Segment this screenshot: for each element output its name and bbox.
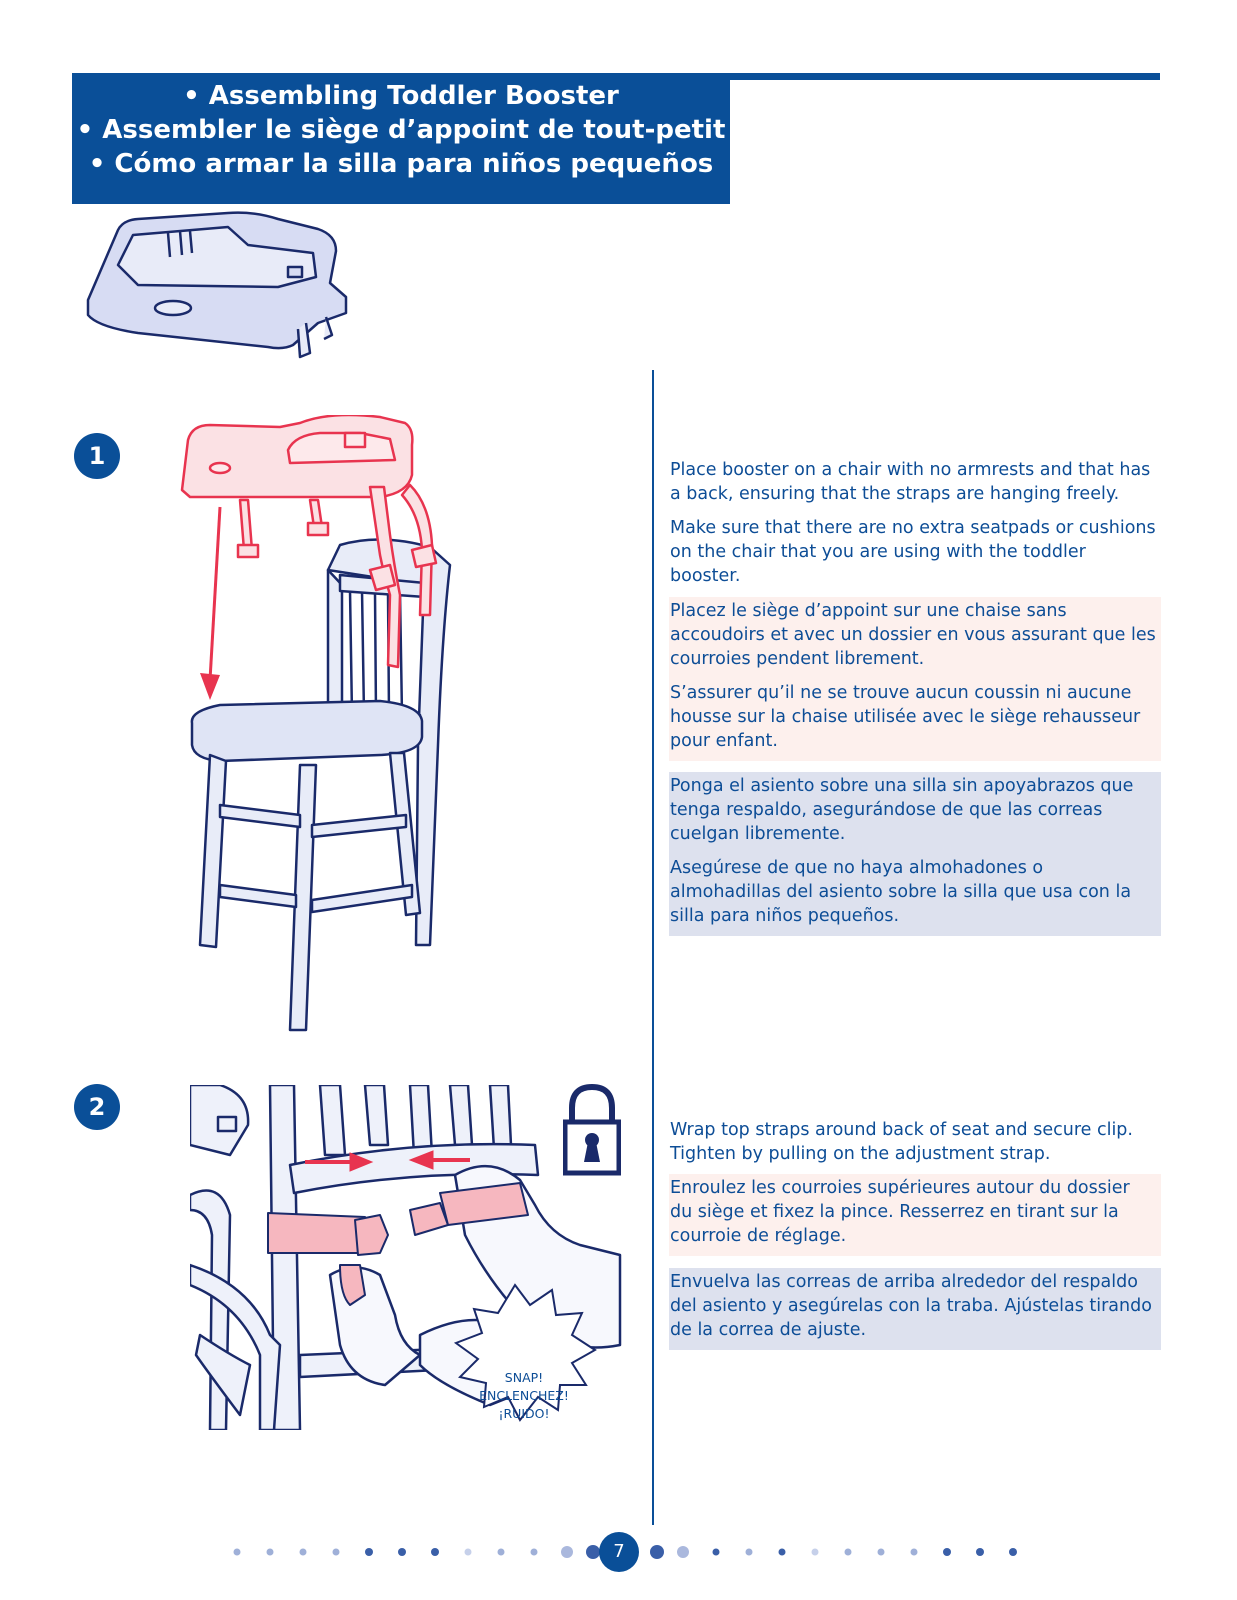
down-arrow-icon xyxy=(210,507,220,680)
step-2-spanish xyxy=(669,1268,1161,1350)
step-2-text xyxy=(669,1118,1161,1350)
lock-icon xyxy=(563,1084,621,1176)
step-1-text xyxy=(669,458,1161,936)
snap-fr: ENCLENCHEZ! xyxy=(479,1388,569,1403)
snap-es: ¡RUIDO! xyxy=(498,1406,550,1421)
step-1-en-p2: Make sure that there are no extra seatpads or cushions on the chair that you are using with the toddler booster. xyxy=(670,518,1156,586)
step-2-fr-p1: Enroulez les courroies supérieures autour du dossier du siège et fixez la pince. Resserrez en tirant sur la courroie de réglage. xyxy=(670,1178,1130,1246)
booster-seat-illustration xyxy=(78,205,358,365)
step-1-es-p1: Ponga el asiento sobre una silla sin apoyabrazos que tenga respaldo, asegurándose de que las correas cuelgan libremente. xyxy=(670,776,1134,844)
chair-with-booster-illustration xyxy=(180,415,460,1055)
title-spanish: • Cómo armar la silla para niños pequeños xyxy=(88,149,714,179)
step-2-french xyxy=(669,1174,1161,1256)
step-2-en-p1: Wrap top straps around back of seat and secure clip. Tighten by pulling on the adjustment strap. xyxy=(670,1120,1133,1164)
step-2-english xyxy=(669,1118,1161,1166)
snap-callout xyxy=(478,1369,570,1423)
step-1-number: 1 xyxy=(74,433,120,479)
header-rule xyxy=(730,73,1160,80)
page-number: 7 xyxy=(599,1532,639,1572)
step-1-es-p2: Asegúrese de que no haya almohadones o almohadillas del asiento sobre la silla que usa con la silla para niños pequeños. xyxy=(670,858,1132,926)
step-1-fr-p2: S’assurer qu’il ne se trouve aucun coussin ni aucune housse sur la chaise utilisée avec le siège rehausseur pour enfant. xyxy=(670,683,1141,751)
title-english: • Assembling Toddler Booster xyxy=(183,81,619,111)
section-title-box xyxy=(72,73,730,204)
snap-en: SNAP! xyxy=(504,1370,544,1385)
step-1-french xyxy=(669,597,1161,761)
step-2-es-p1: Envuelva las correas de arriba alrededor del respaldo del asiento y asegúrelas con la traba. Ajústelas tirando de la correa de ajuste. xyxy=(670,1272,1152,1340)
step-1-fr-p1: Placez le siège d’appoint sur une chaise sans accoudoirs et avec un dossier en vous assurant que les courroies pendent librement. xyxy=(670,601,1156,669)
step-1-spanish xyxy=(669,772,1161,936)
column-divider xyxy=(652,370,654,1525)
step-1-english xyxy=(669,458,1161,588)
step-1-en-p1: Place booster on a chair with no armrests and that has a back, ensuring that the straps are hanging freely. xyxy=(670,460,1151,504)
title-french: • Assembler le siège d’appoint de tout-petit xyxy=(76,115,726,145)
step-2-number: 2 xyxy=(74,1084,120,1130)
